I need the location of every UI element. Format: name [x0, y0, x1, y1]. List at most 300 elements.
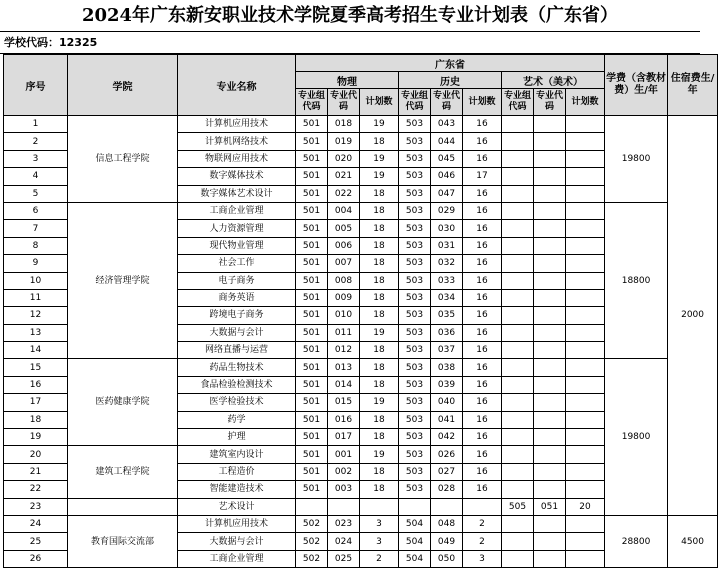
cell-h-code: 048 [431, 515, 463, 532]
table-row [4, 116, 718, 133]
cell-p-plan: 18 [360, 359, 399, 376]
cell-a-plan [566, 202, 605, 219]
cell-p-plan: 18 [360, 411, 399, 428]
cell-h-plan: 2 [463, 515, 502, 532]
cell-p-plan: 18 [360, 289, 399, 306]
cell-college: 建筑工程学院 [68, 446, 178, 498]
cell-a-code [534, 133, 566, 150]
cell-seq: 14 [4, 342, 68, 359]
cell-h-group: 503 [399, 272, 431, 289]
cell-a-code [534, 307, 566, 324]
header-history-plan: 计划数 [463, 89, 502, 116]
cell-major: 人力资源管理 [178, 220, 296, 237]
cell-a-code [534, 429, 566, 446]
cell-p-plan: 18 [360, 429, 399, 446]
cell-a-code: 051 [534, 498, 566, 515]
cell-p-code: 019 [328, 133, 360, 150]
header-art: 艺术（美术） [502, 72, 605, 89]
cell-p-code: 014 [328, 376, 360, 393]
cell-a-group [502, 237, 534, 254]
cell-a-plan [566, 272, 605, 289]
cell-a-code [534, 446, 566, 463]
cell-h-plan: 16 [463, 463, 502, 480]
cell-h-code: 028 [431, 481, 463, 498]
header-art-major-code: 专业代码 [534, 89, 566, 116]
cell-a-code [534, 202, 566, 219]
cell-p-plan: 19 [360, 168, 399, 185]
cell-p-plan: 18 [360, 185, 399, 202]
page-title: 2024年广东新安职业技术学院夏季高考招生专业计划表（广东省） [0, 0, 700, 32]
cell-p-group: 501 [296, 463, 328, 480]
cell-major: 艺术设计 [178, 498, 296, 515]
cell-seq: 18 [4, 411, 68, 428]
cell-a-group [502, 446, 534, 463]
cell-h-code: 031 [431, 237, 463, 254]
cell-h-code: 032 [431, 255, 463, 272]
cell-dorm: 2000 [668, 116, 718, 516]
cell-p-plan: 18 [360, 255, 399, 272]
cell-p-group: 501 [296, 168, 328, 185]
cell-p-code: 018 [328, 116, 360, 133]
cell-h-code: 033 [431, 272, 463, 289]
cell-p-code: 013 [328, 359, 360, 376]
cell-h-code: 043 [431, 116, 463, 133]
cell-college: 教育国际交流部 [68, 515, 178, 567]
cell-h-plan: 16 [463, 289, 502, 306]
cell-a-group [502, 133, 534, 150]
cell-h-group: 503 [399, 220, 431, 237]
cell-seq: 16 [4, 376, 68, 393]
cell-major: 大数据与会计 [178, 324, 296, 341]
cell-a-plan [566, 220, 605, 237]
cell-a-group: 505 [502, 498, 534, 515]
cell-a-plan [566, 411, 605, 428]
cell-a-code [534, 533, 566, 550]
cell-a-group [502, 481, 534, 498]
cell-a-group [502, 116, 534, 133]
cell-p-code: 009 [328, 289, 360, 306]
cell-a-plan: 20 [566, 498, 605, 515]
cell-major: 跨境电子商务 [178, 307, 296, 324]
cell-a-plan [566, 359, 605, 376]
cell-h-group [399, 498, 431, 515]
cell-a-plan [566, 324, 605, 341]
cell-h-plan: 16 [463, 272, 502, 289]
cell-p-code: 005 [328, 220, 360, 237]
cell-seq: 15 [4, 359, 68, 376]
cell-h-plan: 16 [463, 481, 502, 498]
cell-a-group [502, 359, 534, 376]
cell-a-group [502, 202, 534, 219]
cell-h-group: 503 [399, 376, 431, 393]
cell-a-group [502, 394, 534, 411]
header-history-group-code: 专业组代码 [399, 89, 431, 116]
cell-a-group [502, 515, 534, 532]
cell-p-code: 010 [328, 307, 360, 324]
cell-dorm: 4500 [668, 515, 718, 567]
cell-h-plan: 2 [463, 533, 502, 550]
cell-h-code: 040 [431, 394, 463, 411]
cell-a-code [534, 411, 566, 428]
cell-a-plan [566, 550, 605, 567]
cell-p-plan: 3 [360, 515, 399, 532]
cell-p-plan: 18 [360, 342, 399, 359]
cell-a-code [534, 359, 566, 376]
cell-a-group [502, 220, 534, 237]
cell-p-group: 501 [296, 272, 328, 289]
cell-p-plan: 18 [360, 202, 399, 219]
cell-p-plan: 18 [360, 220, 399, 237]
cell-a-plan [566, 376, 605, 393]
cell-p-code: 025 [328, 550, 360, 567]
cell-a-code [534, 237, 566, 254]
cell-a-code [534, 481, 566, 498]
cell-major: 数字媒体技术 [178, 168, 296, 185]
cell-a-group [502, 533, 534, 550]
cell-p-group: 501 [296, 116, 328, 133]
cell-a-plan [566, 133, 605, 150]
cell-a-plan [566, 237, 605, 254]
cell-p-group: 501 [296, 185, 328, 202]
cell-p-code [328, 498, 360, 515]
header-tuition: 学费（含教材费）生/年 [605, 55, 668, 116]
cell-a-group [502, 463, 534, 480]
cell-major: 护理 [178, 429, 296, 446]
cell-major: 商务英语 [178, 289, 296, 306]
cell-major: 建筑室内设计 [178, 446, 296, 463]
cell-h-code: 044 [431, 133, 463, 150]
header-art-plan: 计划数 [566, 89, 605, 116]
cell-p-group: 501 [296, 307, 328, 324]
cell-h-code: 029 [431, 202, 463, 219]
cell-seq: 4 [4, 168, 68, 185]
enrollment-plan-table [3, 54, 718, 568]
cell-a-plan [566, 463, 605, 480]
cell-major: 智能建造技术 [178, 481, 296, 498]
cell-p-plan: 18 [360, 272, 399, 289]
cell-seq: 12 [4, 307, 68, 324]
cell-p-code: 020 [328, 150, 360, 167]
cell-p-group: 501 [296, 342, 328, 359]
header-history: 历史 [399, 72, 502, 89]
cell-h-group: 503 [399, 133, 431, 150]
cell-h-plan: 16 [463, 202, 502, 219]
header-seq: 序号 [4, 55, 68, 116]
cell-p-group: 502 [296, 515, 328, 532]
cell-p-plan: 19 [360, 150, 399, 167]
cell-p-code: 006 [328, 237, 360, 254]
cell-p-group: 501 [296, 202, 328, 219]
cell-a-plan [566, 150, 605, 167]
cell-seq: 25 [4, 533, 68, 550]
cell-a-group [502, 185, 534, 202]
cell-h-plan: 16 [463, 116, 502, 133]
cell-h-plan: 16 [463, 342, 502, 359]
cell-h-group: 503 [399, 429, 431, 446]
school-code [0, 32, 700, 54]
header-college: 学院 [68, 55, 178, 116]
cell-h-code: 035 [431, 307, 463, 324]
cell-p-code: 002 [328, 463, 360, 480]
cell-a-group [502, 307, 534, 324]
cell-h-plan: 16 [463, 185, 502, 202]
cell-a-code [534, 394, 566, 411]
cell-h-group: 503 [399, 202, 431, 219]
cell-a-code [534, 324, 566, 341]
cell-major: 电子商务 [178, 272, 296, 289]
cell-h-group: 503 [399, 168, 431, 185]
cell-a-code [534, 150, 566, 167]
cell-h-group: 503 [399, 289, 431, 306]
cell-p-plan: 18 [360, 376, 399, 393]
cell-h-plan: 16 [463, 411, 502, 428]
cell-p-plan: 2 [360, 550, 399, 567]
cell-a-group [502, 324, 534, 341]
cell-seq: 26 [4, 550, 68, 567]
cell-p-group: 501 [296, 150, 328, 167]
cell-major: 网络直播与运营 [178, 342, 296, 359]
cell-h-plan: 16 [463, 133, 502, 150]
cell-h-group: 503 [399, 446, 431, 463]
cell-a-code [534, 116, 566, 133]
cell-major: 数字媒体艺术设计 [178, 185, 296, 202]
cell-h-code: 050 [431, 550, 463, 567]
cell-a-plan [566, 533, 605, 550]
header-physics-plan: 计划数 [360, 89, 399, 116]
cell-seq: 22 [4, 481, 68, 498]
header-physics-major-code: 专业代码 [328, 89, 360, 116]
cell-tuition: 18800 [605, 202, 668, 359]
cell-h-plan [463, 498, 502, 515]
header-physics-group-code: 专业组代码 [296, 89, 328, 116]
cell-h-code: 037 [431, 342, 463, 359]
cell-h-plan: 16 [463, 446, 502, 463]
cell-p-code: 007 [328, 255, 360, 272]
cell-college: 医药健康学院 [68, 359, 178, 446]
cell-a-plan [566, 481, 605, 498]
cell-h-code: 042 [431, 429, 463, 446]
cell-h-group: 503 [399, 342, 431, 359]
cell-p-code: 012 [328, 342, 360, 359]
cell-p-code: 016 [328, 411, 360, 428]
cell-h-plan: 16 [463, 376, 502, 393]
cell-major: 工商企业管理 [178, 202, 296, 219]
cell-seq: 3 [4, 150, 68, 167]
cell-p-plan: 18 [360, 481, 399, 498]
cell-h-group: 503 [399, 324, 431, 341]
cell-a-code [534, 289, 566, 306]
cell-p-code: 011 [328, 324, 360, 341]
cell-p-group: 501 [296, 237, 328, 254]
cell-h-plan: 16 [463, 237, 502, 254]
cell-college: 信息工程学院 [68, 116, 178, 203]
cell-h-group: 504 [399, 550, 431, 567]
cell-h-plan: 16 [463, 150, 502, 167]
cell-h-plan: 16 [463, 324, 502, 341]
cell-p-code: 004 [328, 202, 360, 219]
cell-major: 医学检验技术 [178, 394, 296, 411]
cell-p-group: 501 [296, 359, 328, 376]
cell-p-plan [360, 498, 399, 515]
cell-h-code [431, 498, 463, 515]
cell-a-code [534, 220, 566, 237]
cell-p-group: 502 [296, 533, 328, 550]
cell-seq: 10 [4, 272, 68, 289]
cell-h-code: 034 [431, 289, 463, 306]
cell-a-group [502, 429, 534, 446]
cell-p-plan: 19 [360, 394, 399, 411]
cell-seq: 7 [4, 220, 68, 237]
cell-major: 计算机网络技术 [178, 133, 296, 150]
cell-p-group: 501 [296, 133, 328, 150]
cell-p-code: 017 [328, 429, 360, 446]
cell-h-plan: 3 [463, 550, 502, 567]
cell-p-group: 501 [296, 289, 328, 306]
header-province: 广东省 [296, 55, 605, 72]
cell-tuition: 28800 [605, 515, 668, 567]
cell-p-group: 501 [296, 220, 328, 237]
cell-p-plan: 18 [360, 307, 399, 324]
cell-seq: 24 [4, 515, 68, 532]
cell-p-group: 501 [296, 324, 328, 341]
cell-h-group: 503 [399, 394, 431, 411]
cell-p-group: 501 [296, 255, 328, 272]
cell-college [68, 498, 178, 515]
table-row [4, 515, 718, 532]
cell-h-group: 503 [399, 185, 431, 202]
cell-a-plan [566, 307, 605, 324]
cell-p-code: 015 [328, 394, 360, 411]
cell-h-group: 503 [399, 463, 431, 480]
header-major: 专业名称 [178, 55, 296, 116]
cell-h-code: 026 [431, 446, 463, 463]
cell-a-group [502, 411, 534, 428]
cell-p-plan: 18 [360, 237, 399, 254]
cell-p-code: 023 [328, 515, 360, 532]
cell-h-group: 504 [399, 515, 431, 532]
cell-major: 社会工作 [178, 255, 296, 272]
header-art-group-code: 专业组代码 [502, 89, 534, 116]
header-dorm: 住宿费生/年 [668, 55, 718, 116]
cell-p-code: 003 [328, 481, 360, 498]
cell-seq: 13 [4, 324, 68, 341]
cell-major: 计算机应用技术 [178, 515, 296, 532]
cell-seq: 17 [4, 394, 68, 411]
cell-major: 计算机应用技术 [178, 116, 296, 133]
cell-h-plan: 16 [463, 429, 502, 446]
cell-a-group [502, 376, 534, 393]
cell-p-group: 502 [296, 550, 328, 567]
cell-p-code: 001 [328, 446, 360, 463]
cell-p-group [296, 498, 328, 515]
cell-major: 工程造价 [178, 463, 296, 480]
cell-p-code: 024 [328, 533, 360, 550]
cell-college: 经济管理学院 [68, 202, 178, 359]
school-code-label: 学校代码： [4, 36, 59, 49]
cell-h-group: 503 [399, 307, 431, 324]
cell-h-group: 503 [399, 237, 431, 254]
cell-p-code: 008 [328, 272, 360, 289]
cell-a-code [534, 255, 566, 272]
cell-a-plan [566, 515, 605, 532]
cell-major: 药学 [178, 411, 296, 428]
cell-h-plan: 16 [463, 307, 502, 324]
cell-p-group: 501 [296, 446, 328, 463]
cell-major: 药品生物技术 [178, 359, 296, 376]
cell-a-group [502, 150, 534, 167]
cell-seq: 5 [4, 185, 68, 202]
cell-a-plan [566, 168, 605, 185]
cell-seq: 8 [4, 237, 68, 254]
cell-p-group: 501 [296, 481, 328, 498]
cell-h-plan: 17 [463, 168, 502, 185]
cell-a-plan [566, 429, 605, 446]
cell-a-plan [566, 185, 605, 202]
cell-h-plan: 16 [463, 220, 502, 237]
cell-a-code [534, 550, 566, 567]
cell-a-code [534, 168, 566, 185]
cell-seq: 11 [4, 289, 68, 306]
cell-p-plan: 18 [360, 133, 399, 150]
header-history-major-code: 专业代码 [431, 89, 463, 116]
cell-h-plan: 16 [463, 359, 502, 376]
cell-a-group [502, 342, 534, 359]
cell-a-group [502, 272, 534, 289]
cell-p-code: 022 [328, 185, 360, 202]
cell-p-group: 501 [296, 429, 328, 446]
cell-seq: 23 [4, 498, 68, 515]
cell-p-plan: 19 [360, 446, 399, 463]
cell-a-plan [566, 255, 605, 272]
cell-p-group: 501 [296, 394, 328, 411]
cell-h-code: 047 [431, 185, 463, 202]
cell-tuition: 19800 [605, 359, 668, 516]
cell-h-group: 503 [399, 411, 431, 428]
cell-a-group [502, 550, 534, 567]
cell-h-plan: 16 [463, 255, 502, 272]
cell-h-code: 030 [431, 220, 463, 237]
cell-h-code: 041 [431, 411, 463, 428]
cell-p-plan: 18 [360, 463, 399, 480]
cell-seq: 20 [4, 446, 68, 463]
cell-a-plan [566, 394, 605, 411]
cell-h-group: 503 [399, 150, 431, 167]
cell-seq: 6 [4, 202, 68, 219]
cell-a-group [502, 289, 534, 306]
table-row [4, 359, 718, 376]
cell-a-group [502, 168, 534, 185]
cell-h-group: 503 [399, 359, 431, 376]
cell-a-group [502, 255, 534, 272]
cell-p-code: 021 [328, 168, 360, 185]
cell-major: 物联网应用技术 [178, 150, 296, 167]
cell-a-plan [566, 289, 605, 306]
cell-h-code: 049 [431, 533, 463, 550]
cell-seq: 1 [4, 116, 68, 133]
cell-major: 食品检验检测技术 [178, 376, 296, 393]
cell-h-code: 045 [431, 150, 463, 167]
cell-major: 工商企业管理 [178, 550, 296, 567]
cell-a-code [534, 185, 566, 202]
cell-seq: 9 [4, 255, 68, 272]
cell-h-group: 504 [399, 533, 431, 550]
cell-seq: 21 [4, 463, 68, 480]
cell-a-code [534, 463, 566, 480]
cell-p-group: 501 [296, 376, 328, 393]
cell-major: 现代物业管理 [178, 237, 296, 254]
cell-h-group: 503 [399, 116, 431, 133]
cell-h-plan: 16 [463, 394, 502, 411]
